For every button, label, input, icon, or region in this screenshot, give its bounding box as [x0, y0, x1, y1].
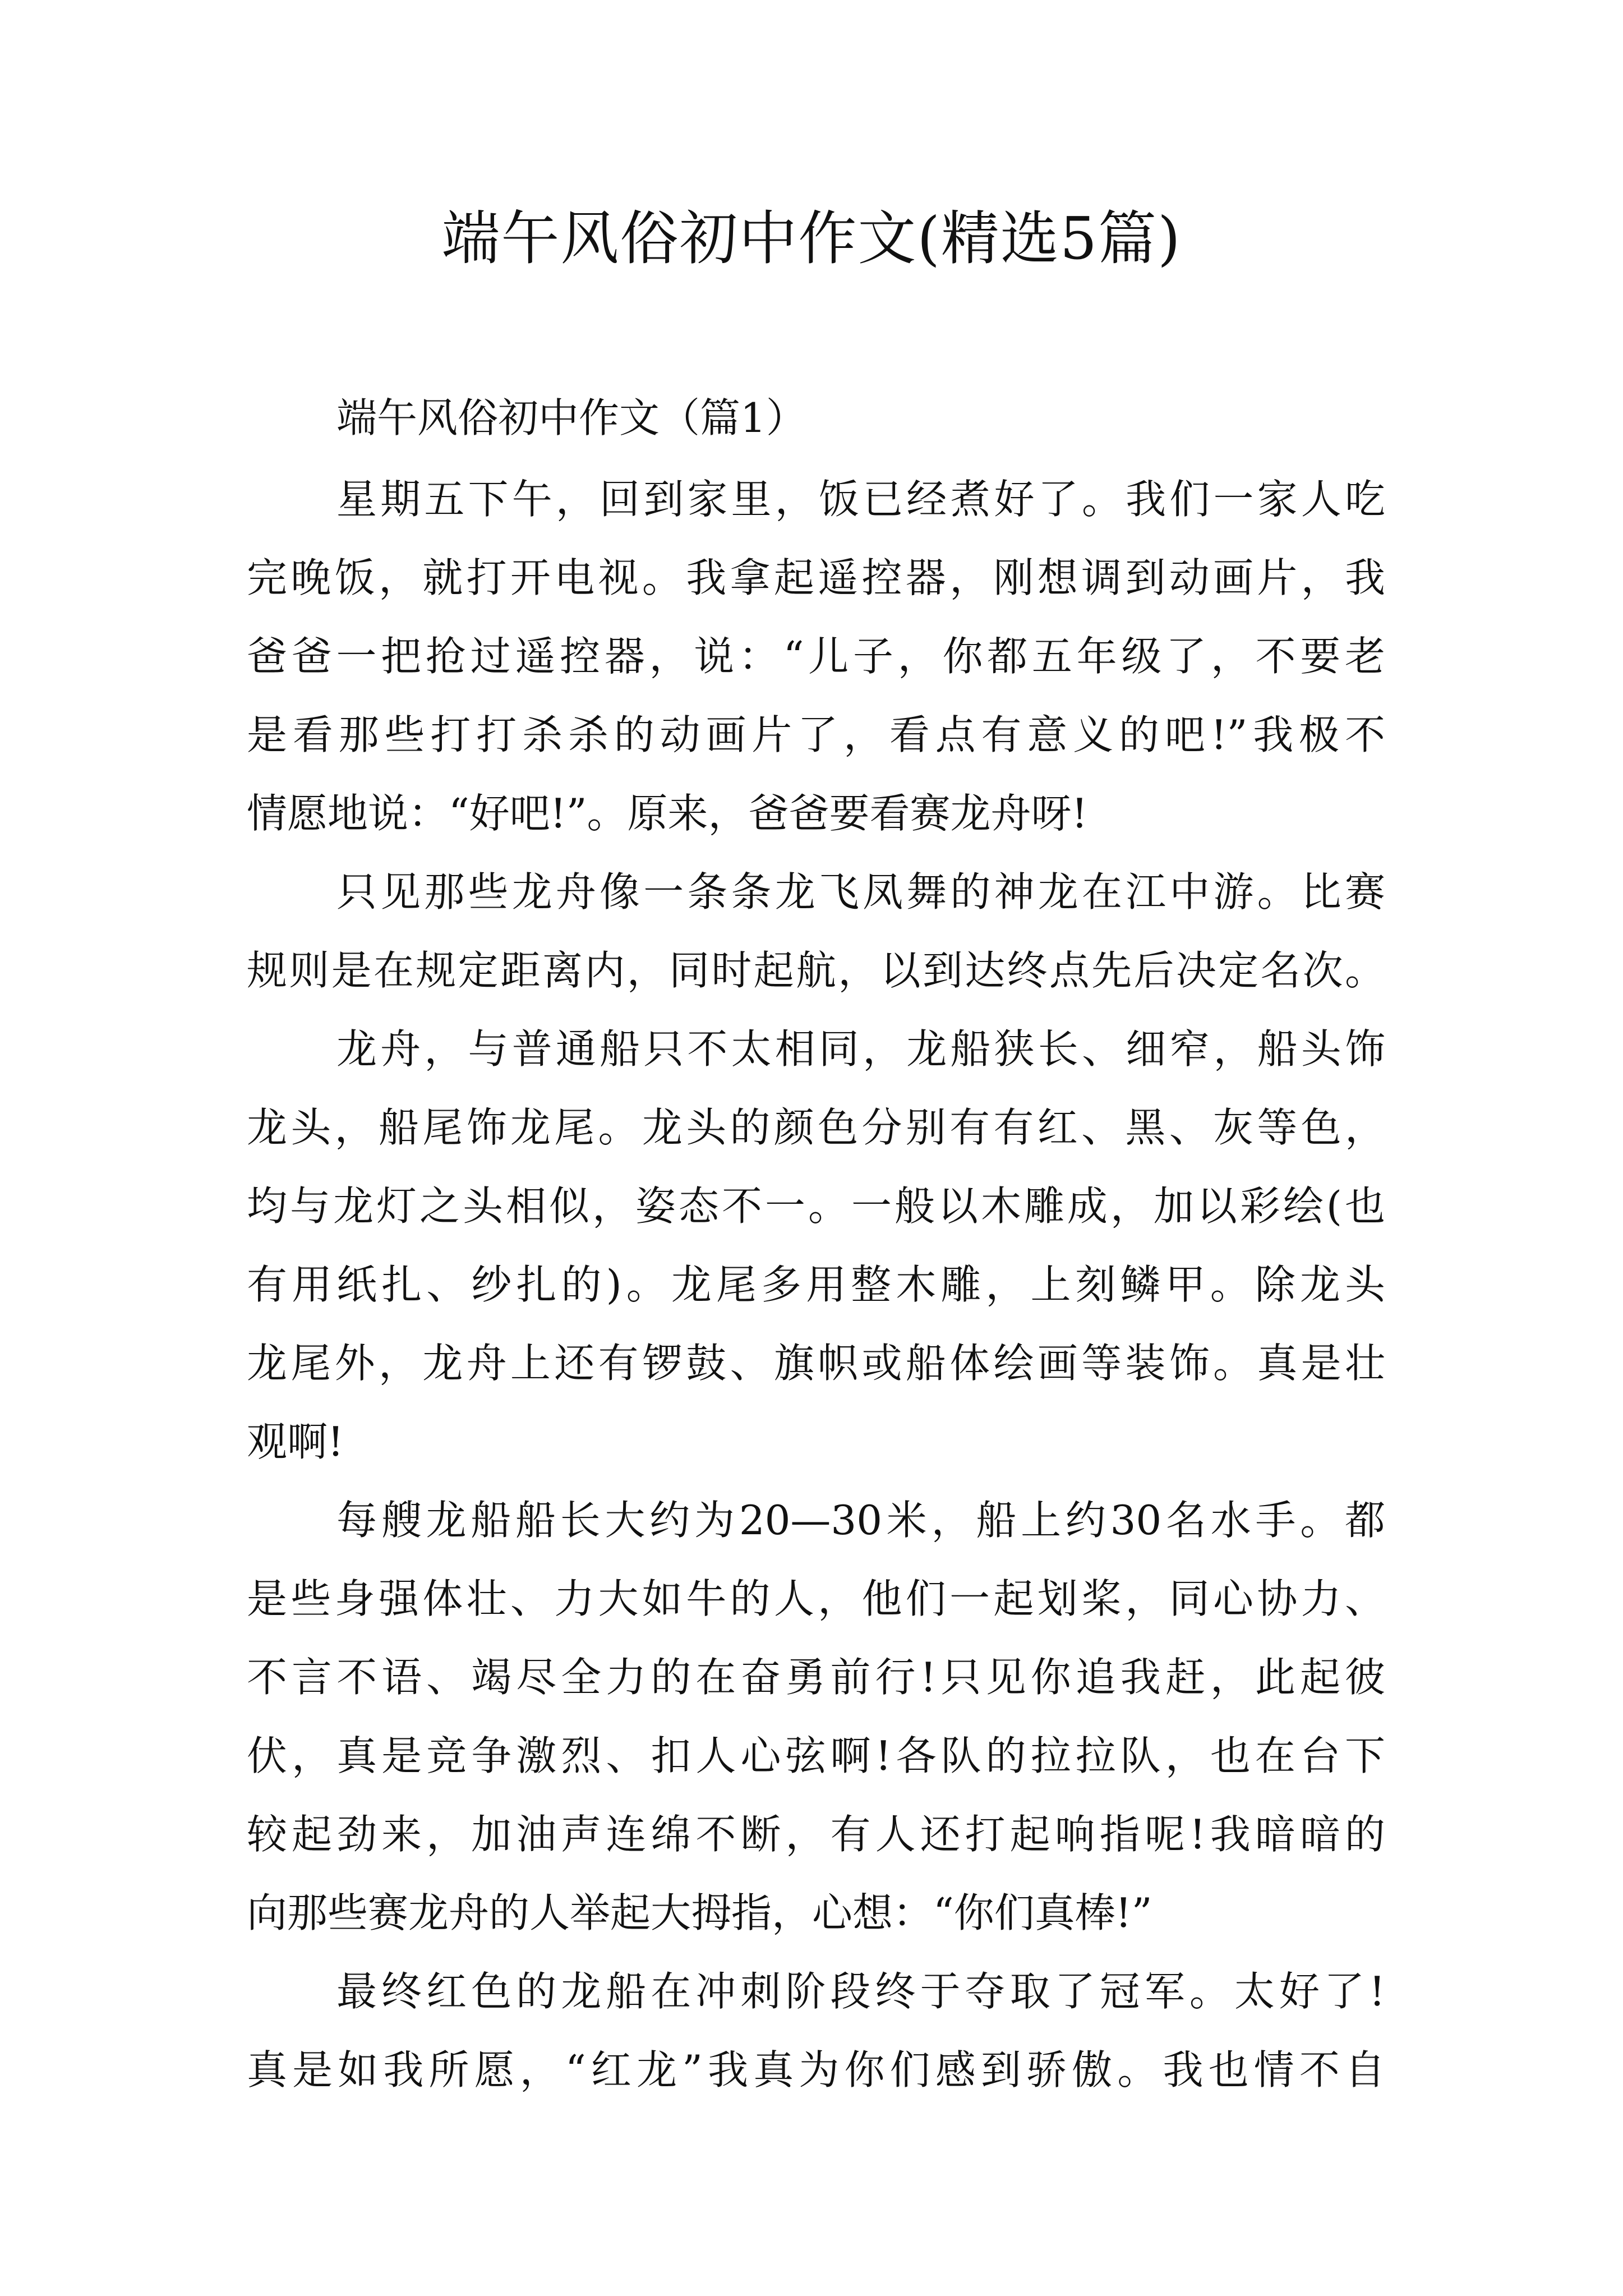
text-line: 龙舟，与普通船只不太相同，龙船狭长、细窄，船头饰 [336, 1025, 1385, 1073]
text-line: 是些身强体壮、力大如牛的人，他们一起划桨，同心协力、 [247, 1575, 1385, 1622]
section-heading: 端午风俗初中作文（篇1） [336, 394, 806, 441]
text-line: 有用纸扎、纱扎的)。龙尾多用整木雕，上刻鳞甲。除龙头 [247, 1261, 1385, 1308]
text-line: 规则是在规定距离内，同时起航，以到达终点先后决定名次。 [247, 947, 1385, 994]
text-line: 不言不语、竭尽全力的在奋勇前行!只见你追我赶，此起彼 [247, 1654, 1385, 1701]
text-line: 爸爸一把抢过遥控器，说：“儿子，你都五年级了，不要老 [247, 633, 1385, 680]
text-line: 星期五下午，回到家里，饭已经煮好了。我们一家人吃 [336, 476, 1385, 523]
text-line: 情愿地说：“好吧!”。原来，爸爸要看赛龙舟呀! [247, 790, 1088, 837]
text-line: 最终红色的龙船在冲刺阶段终于夺取了冠军。太好了! [336, 1968, 1385, 2015]
text-line: 是看那些打打杀杀的动画片了，看点有意义的吧!”我极不 [247, 711, 1385, 758]
text-line: 较起劲来，加油声连绵不断，有人还打起响指呢!我暗暗的 [247, 1811, 1385, 1858]
text-line: 均与龙灯之头相似，姿态不一。一般以木雕成，加以彩绘(也 [247, 1182, 1385, 1230]
text-line: 龙头，船尾饰龙尾。龙头的颜色分别有有红、黑、灰等色， [247, 1104, 1385, 1151]
text-line: 观啊! [247, 1418, 344, 1465]
text-line: 伏，真是竞争激烈、扣人心弦啊!各队的拉拉队，也在台下 [247, 1732, 1385, 1779]
text-line: 每艘龙船船长大约为20—30米，船上约30名水手。都 [336, 1497, 1385, 1544]
text-line: 向那些赛龙舟的人举起大拇指，心想：“你们真棒!” [247, 1889, 1152, 1936]
text-line: 只见那些龙舟像一条条龙飞凤舞的神龙在江中游。比赛 [336, 868, 1385, 915]
text-line: 完晚饭，就打开电视。我拿起遥控器，刚想调到动画片，我 [247, 554, 1385, 601]
text-line: 龙尾外，龙舟上还有锣鼓、旗帜或船体绘画等装饰。真是壮 [247, 1340, 1385, 1387]
document-title: 端午风俗初中作文(精选5篇) [441, 204, 1182, 273]
text-line: 真是如我所愿，“红龙”我真为你们感到骄傲。我也情不自 [247, 2046, 1385, 2093]
